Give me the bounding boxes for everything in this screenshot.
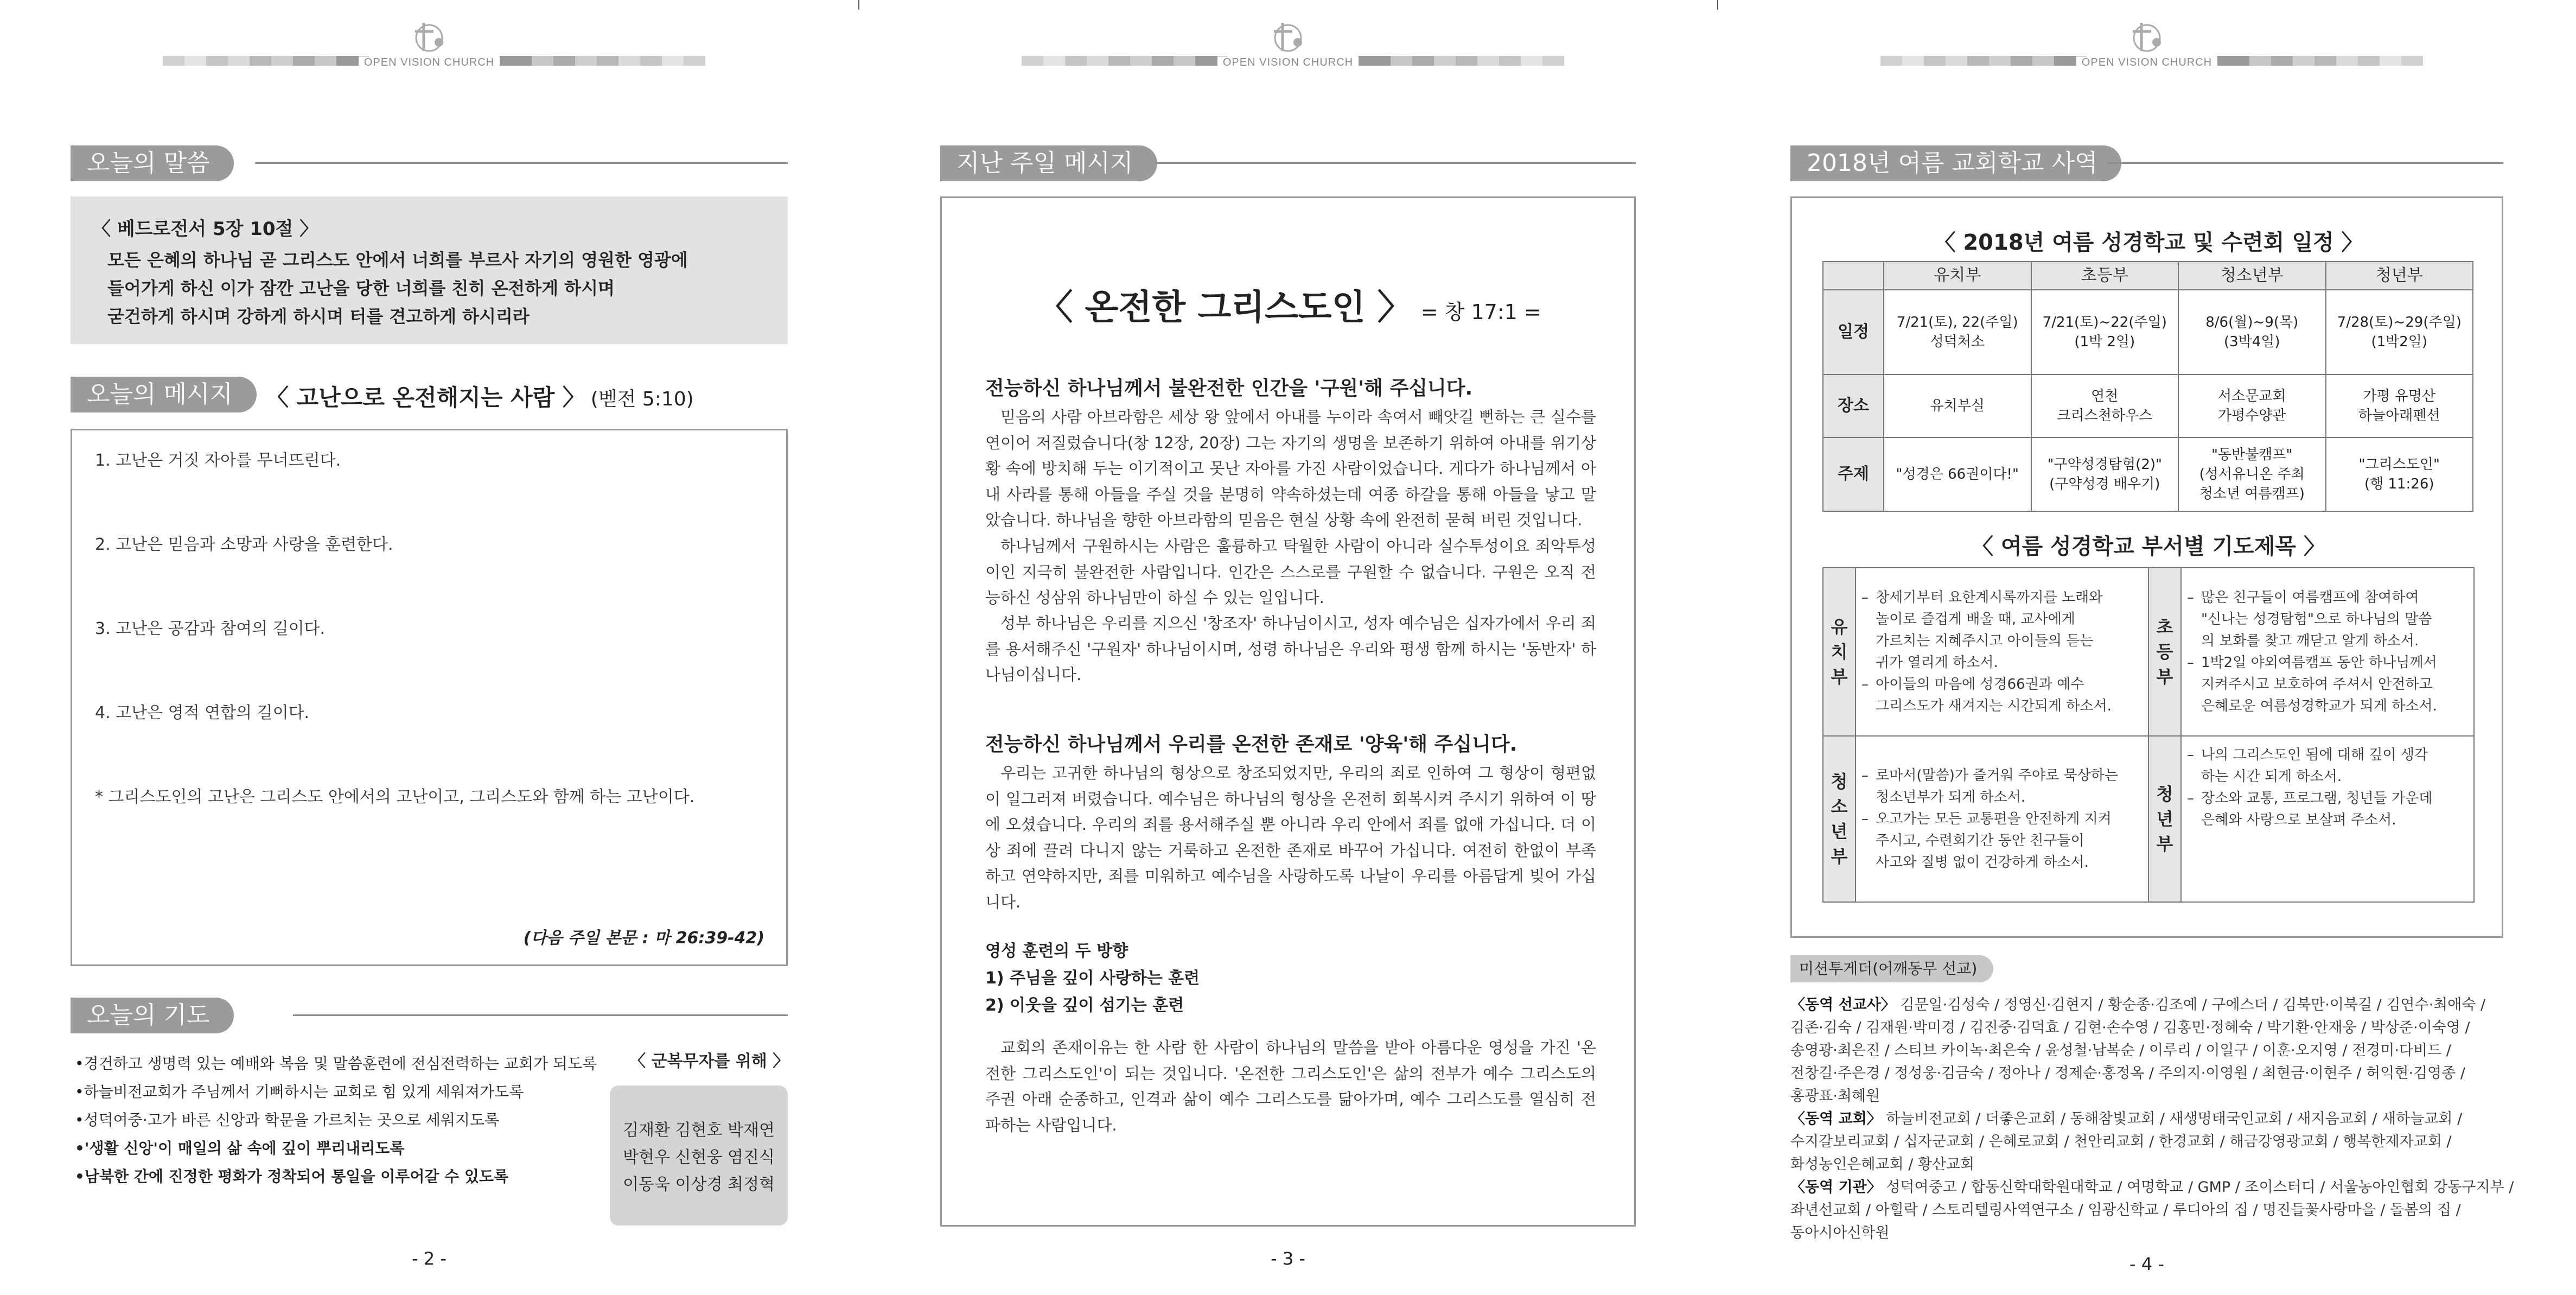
message-note: * 그리스도인의 고난은 그리스도 안에서의 고난이고, 그리스도와 함께 하는 고난이다. [95,788,695,807]
table-row [1823,290,2473,374]
church-logo-icon [407,20,451,58]
table-cell: "그리스도인" (행 11:26) [2326,437,2473,511]
table-cell: 가평 유명산 하늘아래펜션 [2326,374,2473,437]
row-header: 장소 [1823,374,1884,437]
page-number: - 4 - [2129,1254,2164,1274]
message-title: 〈 고난으로 온전해지는 사람 〉 (벧전 5:10) [266,384,694,411]
table-cell: 유치부실 [1884,374,2031,437]
military-names-row: 이동욱 이상경 최정혁 [623,1175,775,1194]
page-number: - 2 - [412,1248,447,1269]
crop-mark [1717,0,1718,10]
table-header-row [1823,262,2473,290]
row-header: 일정 [1823,290,1884,374]
table-row [1823,568,2474,736]
sermon-paragraph: 하나님께서 구원하시는 사람은 훌륭하고 탁월한 사람이 아니라 실수투성이요 죄악투성이인 지극히 불완전한 사람입니다. 인간은 스스로를 구원할 수 없습니다. 구원은 오직 전능하신 성삼위 하나님만이 하실 수 있는 일입니다. [985,537,1596,607]
table-cell: 7/21(토)~22(주일) (1박 2일) [2031,290,2179,374]
prayer-section-title [71,998,788,1033]
mission-line: 수지갈보리교회 / 십자군교회 / 은혜로교회 / 천안리교회 / 한경교회 / 해금강영광교회 / 행복한제자교회 / [1790,1133,2452,1150]
training-item: 1) 주님을 깊이 사랑하는 훈련 [985,969,1200,988]
prayer-item: •남북한 간에 진정한 평화가 정착되어 통일을 이루어갈 수 있도록 [75,1167,509,1185]
sermon-paragraph: 성부 하나님은 우리를 지으신 '창조자' 하나님이시고, 성자 예수님은 십자가에서 우리 죄를 용서해주신 '구원자' 하나님이시며, 성령 하나님은 우리와 평생 함께 하시는 '동반자' 하나님이십니다. [985,614,1596,684]
mission-line: 전창길·주은경 / 정성웅·김금숙 / 정아나 / 정제순·홍정옥 / 주의지·이영원 / 최현금·이현주 / 허익현·김영종 / [1790,1065,2465,1082]
sermon-reference: = 창 17:1 = [1420,300,1541,324]
table-cell: 8/6(월)~9(목) (3박4일) [2178,290,2326,374]
mission-line: 〈동역 기관〉 성덕여중고 / 합동신학대학원대학교 / 여명학교 / GMP / 조이스터디 / 서울농아인협회 강동구지부 / [1790,1179,2514,1196]
word-section-title [71,145,788,181]
verse-line: 굳건하게 하시며 강하게 하시며 터를 견고하게 하시리라 [107,306,530,327]
school-section-title [1790,145,2503,181]
school-box [1790,196,2503,938]
sermon-heading: 전능하신 하나님께서 우리를 온전한 존재로 '양육'해 주십니다. [985,733,1517,756]
mission-line: 좌년선교회 / 아힐락 / 스토리텔링사역연구소 / 임광신학교 / 루디아의 집 / 명진들꽃사랑마을 / 돌봄의 집 / [1790,1202,2461,1218]
mission-line: 홍광표·최혜원 [1790,1088,1880,1104]
table-cell: 7/21(토), 22(주일) 성덕처소 [1884,290,2031,374]
training-item: 2) 이웃을 깊이 섬기는 훈련 [985,996,1184,1015]
verse-line: 들어가게 하신 이가 잠깐 고난을 당한 너희를 친히 온전하게 하시며 [107,278,615,299]
dept-prayers: – 많은 친구들이 여름캠프에 참여하여 "신나는 성경탐험"으로 하나님의 말씀 의 보화를 찾고 깨닫고 알게 하소서. – 1박2일 야외여름캠프 동안 하나님께서 지켜주시고 보호하여 주셔서 안전하고 은혜로운 여름성경학교가 되게 하소서. [2181,568,2474,736]
prayer-item: •경건하고 생명력 있는 예배와 복음 및 말씀훈련에 전심전력하는 교회가 되도록 [75,1055,597,1072]
military-names-box [610,1085,788,1226]
mission-title: 미션투게더(어깨동무 선교) [1790,955,1993,982]
verse-reference: 〈 베드로전서 5장 10절 〉 [92,218,318,240]
section-label: 지난 주일 메시지 [940,145,1157,181]
sermon-paragraph: 믿음의 사람 아브라함은 세상 왕 앞에서 아내를 누이라 속여서 빼앗길 뻔하는 큰 실수를 연이어 저질렀습니다(창 12장, 20장) 그는 자기의 생명을 보존하기 위하여 아내를 위기상황 속에 방치해 두는 이기적이고 못난 자아를 가진 사람이었습니다. 게다가 하나님께서 아내 사라를 통해 아들을 주실 것을 분명히 약속하셨는데 여종 하갈을 통해 아들을 낳고 말았습니다. 하나님을 향한 아브라함의 믿음은 현실 상황 속에 완전히 묻혀 버린 것입니다. [985,408,1596,530]
table-cell: 연천 크리스천하우스 [2031,374,2179,437]
training-title: 영성 훈련의 두 방향 [985,942,1128,961]
sermon-title: 〈 온전한 그리스도인 〉 = 창 17:1 = [1038,288,1541,328]
divider [1157,162,1636,164]
prayer-topics-table [1822,567,2475,903]
table-row [1823,437,2473,511]
mission-line: 동아시아신학원 [1790,1224,1890,1241]
mission-line: 〈동역 교회〉 하늘비전교회 / 더좋은교회 / 동해참빛교회 / 새생명태국인교회 / 새지음교회 / 새하늘교회 / [1790,1110,2463,1127]
divider [255,162,788,164]
next-week-text: (다음 주일 본문 : 마 26:39-42) [523,929,764,948]
prayer-topics-title: 〈 여름 성경학교 부서별 기도제목 〉 [1972,534,2325,559]
dept-label-young-adult: 청 년 부 [2148,736,2181,902]
table-cell: "동반불캠프" (성서유니온 주최 청소년 여름캠프) [2178,437,2326,511]
table-row [1823,374,2473,437]
church-name: OPEN VISION CHURCH [1718,56,2576,69]
message-section-title [71,377,258,412]
last-message-section-title [940,145,1636,181]
prayer-item: •하늘비전교회가 주님께서 기뻐하시는 교회로 힘 있게 세워져가도록 [75,1083,524,1101]
message-point: 4. 고난은 영적 연합의 길이다. [95,703,310,722]
section-label: 오늘의 말씀 [71,145,234,181]
dept-label-kindergarten: 유 치 부 [1823,568,1856,736]
column-header: 유치부 [1884,262,2031,290]
table-row [1823,736,2474,902]
table-cell: "성경은 66권이다!" [1884,437,2031,511]
mission-line: 화성농인은혜교회 / 황산교회 [1790,1156,1975,1173]
message-point: 3. 고난은 공감과 참여의 길이다. [95,619,326,638]
message-reference: (벧전 5:10) [590,388,694,410]
mission-line: 〈동역 선교사〉 김문일·김성숙 / 정영신·김현지 / 황순종·김조예 / 구에스더 / 김북만·이북길 / 김연수·최애숙 / [1790,996,2486,1013]
verse-box [71,196,788,344]
table-cell: 7/28(토)~29(주일) (1박2일) [2326,290,2473,374]
page-4 [1718,0,2576,1295]
church-name: OPEN VISION CHURCH [859,56,1717,69]
message-point: 2. 고난은 믿음과 소망과 사랑을 훈련한다. [95,535,393,554]
dept-label-elementary: 초 등 부 [2148,568,2181,736]
schedule-title: 〈 2018년 여름 성경학교 및 수련회 일정 〉 [1934,230,2363,255]
table-corner [1823,262,1884,290]
table-cell: 서소문교회 가평수양관 [2178,374,2326,437]
page-number: - 3 - [1271,1248,1305,1269]
military-title: 〈 군복무자를 위해 〉 [629,1052,789,1071]
page-3 [859,0,1717,1295]
schedule-table [1822,261,2473,512]
sermon-paragraph: 교회의 존재이유는 한 사람 한 사람이 하나님의 말씀을 받아 아름다운 영성을 가진 '온전한 그리스도인'이 되는 것입니다. '온전한 그리스도인'은 삶의 전부가 예수 그리스도의 주권 아래 순종하고, 인격과 삶이 예수 그리스도를 닮아가며, 예수 그리스도를 열심히 전파하는 사람입니다. [985,1038,1596,1134]
mission-line: 김존·김숙 / 김재원·박미경 / 김진중·김덕효 / 김현·손수영 / 김홍민·정혜숙 / 박기환·안재웅 / 박상준·이숙영 / [1790,1019,2470,1036]
message-points-box [71,429,788,966]
column-header: 초등부 [2031,262,2179,290]
column-header: 청년부 [2326,262,2473,290]
sermon-box [940,196,1636,1227]
dept-prayers: – 창세기부터 요한계시록까지를 노래와 놀이로 즐겁게 배울 때, 교사에게 가르치는 지혜주시고 아이들의 듣는 귀가 열리게 하소서. – 아이들의 마음에 성경66권과 예수 그리스도가 새겨지는 시간되게 하소서. [1856,568,2148,736]
section-label: 오늘의 메시지 [71,377,257,412]
column-header: 청소년부 [2178,262,2326,290]
prayer-item: •성덕여중·고가 바른 신앙과 학문을 가르치는 곳으로 세워지도록 [75,1111,500,1129]
church-logo-icon [2125,20,2169,58]
divider [293,1014,788,1016]
divider [2108,162,2503,164]
dept-prayers: – 나의 그리스도인 됨에 대해 깊이 생각 하는 시간 되게 하소서. – 장소와 교통, 프로그램, 청년들 가운데 은혜와 사랑으로 보살펴 주소서. [2181,736,2474,902]
dept-label-youth: 청 소 년 부 [1823,736,1856,902]
verse-line: 모든 은혜의 하나님 곧 그리스도 안에서 너희를 부르사 자기의 영원한 영광에 [107,250,688,270]
church-name: OPEN VISION CHURCH [0,56,858,69]
prayer-item: •'생활 신앙'이 매일의 삶 속에 깊이 뿌리내리도록 [75,1139,405,1157]
page-2 [0,0,858,1295]
sermon-paragraph: 우리는 고귀한 하나님의 형상으로 창조되었지만, 우리의 죄로 인하여 그 형상이 형편없이 일그러져 버렸습니다. 예수님은 하나님의 형상을 온전히 회복시켜 주시기 위하여 이 땅에 오셨습니다. 우리의 죄를 용서해주실 뿐 아니라 우리 안에서 죄를 없애 가십니다. 더 이상 죄에 끌려 다니지 않는 거룩하고 온전한 존재로 바꾸어 가십니다. 여전히 한없이 부족하고 연약하지만, 죄를 미워하고 예수님을 사랑하도록 나날이 우리를 아름답게 빚어 가십니다. [985,764,1596,911]
message-point: 1. 고난은 거짓 자아를 무너뜨린다. [95,451,341,470]
table-cell: "구약성경탐험(2)" (구약성경 배우기) [2031,437,2179,511]
sermon-heading: 전능하신 하나님께서 불완전한 인간을 '구원'해 주십니다. [985,377,1473,399]
row-header: 주제 [1823,437,1884,511]
military-names-row: 박현우 신현웅 염진식 [623,1148,775,1167]
military-names-row: 김재환 김현호 박재연 [623,1121,775,1140]
section-label: 2018년 여름 교회학교 사역 [1790,145,2121,181]
mission-line: 송영광·최은진 / 스티브 카이녹·최은숙 / 윤성철·남복순 / 이루리 / 이일구 / 이훈·오지영 / 전경미·다비드 / [1790,1042,2451,1059]
section-label: 오늘의 기도 [71,998,234,1033]
dept-prayers: – 로마서(말씀)가 즐거워 주야로 묵상하는 청소년부가 되게 하소서. – 오고가는 모든 교통편을 안전하게 지켜 주시고, 수련회기간 동안 친구들이 사고와 질병 없이 건강하게 하소서. [1856,736,2148,902]
church-logo-icon [1266,20,1310,58]
crop-mark [858,0,859,10]
